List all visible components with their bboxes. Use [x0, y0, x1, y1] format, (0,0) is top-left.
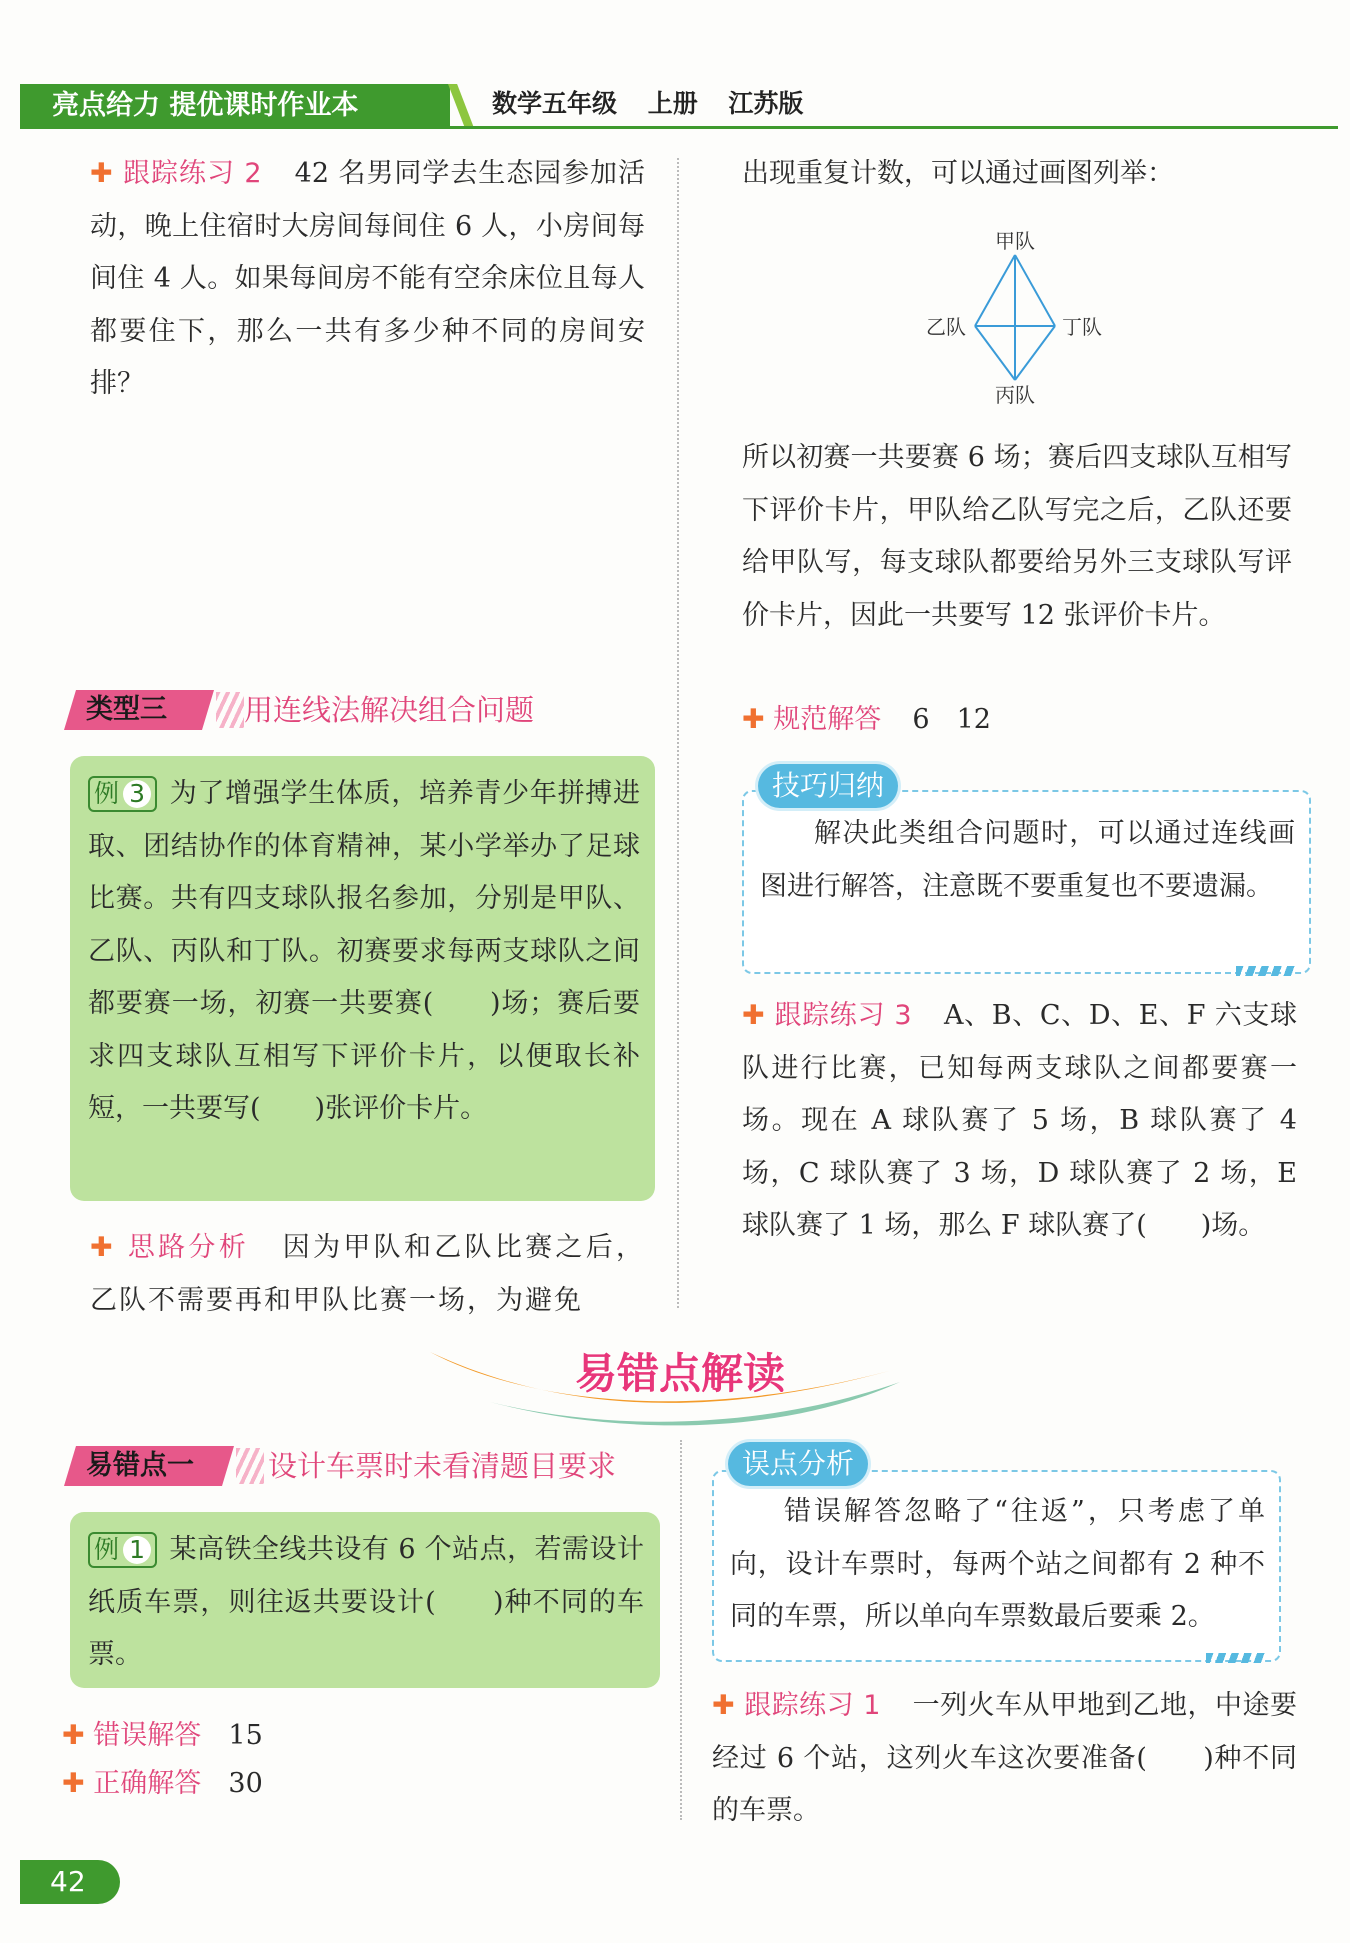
section-tag-label: 类型三 — [86, 694, 167, 725]
analysis-continued: 出现重复计数，可以通过画图列举： — [742, 158, 1174, 189]
edge-jia-yi — [975, 255, 1015, 326]
node-right: 丁队 — [1062, 315, 1102, 339]
mistake-badge: 误点分析 — [728, 1442, 868, 1486]
practice-3-label: 跟踪练习 3 — [774, 1000, 912, 1031]
edge-ding-bing — [1015, 326, 1055, 380]
explanation: 所以初赛一共要赛 6 场；赛后四支球队互相写下评价卡片，甲队给乙队写完之后，乙队还要给甲队写，每支球队都要给另外三支球队写评价卡片，因此一共要写 12 张评价卡片。 — [742, 442, 1292, 631]
tips-text-wrap — [760, 808, 1295, 913]
plus-icon: ✚ — [742, 704, 765, 735]
wrong-answer — [62, 1712, 622, 1760]
standard-answer — [742, 694, 1292, 747]
practice-2 — [90, 148, 645, 411]
header-subject: 数学五年级 上册 江苏版 — [492, 89, 804, 118]
example-badge: 例 1 — [88, 1532, 157, 1568]
standard-answer-value: 6 12 — [912, 704, 991, 735]
analysis-text: 因为甲队和乙队比赛之后，乙队不需要再和甲队比赛一场，为避免 — [90, 1232, 646, 1316]
example-1 — [88, 1524, 644, 1682]
error-banner — [430, 1330, 930, 1430]
node-top: 甲队 — [995, 229, 1035, 253]
correct-answer-value: 30 — [228, 1768, 263, 1799]
correct-answer — [62, 1760, 622, 1808]
example-3-text: 为了增强学生体质，培养青少年拼搏进取、团结协作的体育精神，某小学举办了足球比赛。共有四支球队报名参加，分别是甲队、乙队、丙队和丁队。初赛要求每两支球队之间都要赛一场，初赛一共要赛( )场；赛后要求四支球队互相写下评价卡片，以便取长补短，一共要写( )张评价卡片。 — [88, 778, 640, 1124]
wrong-answer-label: 错误解答 — [93, 1720, 202, 1751]
team-diagram — [900, 220, 1140, 410]
node-bottom: 丙队 — [995, 383, 1035, 407]
practice-2-label: 跟踪练习 2 — [123, 158, 262, 189]
tips-badge: 技巧归纳 — [758, 764, 898, 808]
header-wedge — [448, 84, 474, 128]
example-badge: 例 3 — [88, 776, 157, 812]
banner-title: 易错点解读 — [574, 1349, 786, 1398]
section-title: 用连线法解决组合问题 — [244, 693, 535, 727]
standard-answer-label: 规范解答 — [773, 704, 882, 735]
section-tag-label: 易错点一 — [86, 1450, 194, 1481]
page-number: 42 — [50, 1865, 86, 1898]
practice-2-text: 42 名男同学去生态园参加活动，晚上住宿时大房间每间住 6 人，小房间每间住 4 人。如果每间房不能有空余床位且每人都要住下，那么一共有多少种不同的房间安排？ — [90, 158, 645, 399]
wrong-answer-value: 15 — [228, 1720, 263, 1751]
column-divider-lower — [680, 1440, 682, 1820]
plus-icon: ✚ — [712, 1690, 736, 1721]
column-divider — [677, 158, 679, 1308]
node-left: 乙队 — [926, 315, 966, 339]
tips-text: 解决此类组合问题时，可以通过连线画图进行解答，注意既不要重复也不要遗漏。 — [760, 818, 1295, 902]
section-title: 设计车票时未看清题目要求 — [268, 1449, 617, 1483]
tips-bars — [1236, 966, 1296, 976]
plus-icon: ✚ — [90, 1232, 116, 1263]
edge-yi-bing — [975, 326, 1015, 380]
practice-1-label: 跟踪练习 1 — [744, 1690, 881, 1721]
header-brand: 亮点给力 提优课时作业本 — [52, 90, 359, 121]
plus-icon: ✚ — [90, 158, 114, 189]
practice-1-text: 一列火车从甲地到乙地，中途要经过 6 个站，这列火车这次要准备( )种不同的车票。 — [712, 1690, 1297, 1826]
practice-3-text: A、B、C、D、E、F 六支球队进行比赛，已知每两支球队之间都要赛一场。现在 A 球队赛了 5 场，B 球队赛了 4 场，C 球队赛了 3 场，D 球队赛了 2 场，E 球队赛了 1 场，那么 F 球队赛了( )场。 — [742, 1000, 1298, 1241]
practice-3 — [742, 990, 1297, 1253]
edge-jia-ding — [1015, 255, 1055, 326]
mistake-bars — [1206, 1653, 1266, 1663]
tag-stripes — [216, 692, 244, 728]
tag-stripes — [236, 1448, 264, 1484]
correct-answer-label: 正确解答 — [93, 1768, 202, 1799]
plus-icon: ✚ — [62, 1720, 85, 1751]
section-tag-error1 — [64, 1446, 664, 1486]
plus-icon: ✚ — [742, 1000, 766, 1031]
section-tag-type3 — [64, 690, 624, 730]
header-line — [20, 126, 1338, 129]
mistake-text: 错误解答忽略了“往返”，只考虑了单向，设计车票时，每两个站之间都有 2 种不同的车票，所以单向车票数最后要乘 2。 — [730, 1496, 1265, 1632]
example-1-text: 某高铁全线共设有 6 个站点，若需设计纸质车票，则往返共要设计( )种不同的车票。 — [88, 1534, 644, 1670]
practice-1 — [712, 1680, 1297, 1838]
example-3 — [88, 768, 640, 1136]
analysis-label: 思路分析 — [127, 1232, 249, 1263]
analysis — [90, 1222, 645, 1327]
mistake-text-wrap — [730, 1486, 1265, 1644]
plus-icon: ✚ — [62, 1768, 85, 1799]
